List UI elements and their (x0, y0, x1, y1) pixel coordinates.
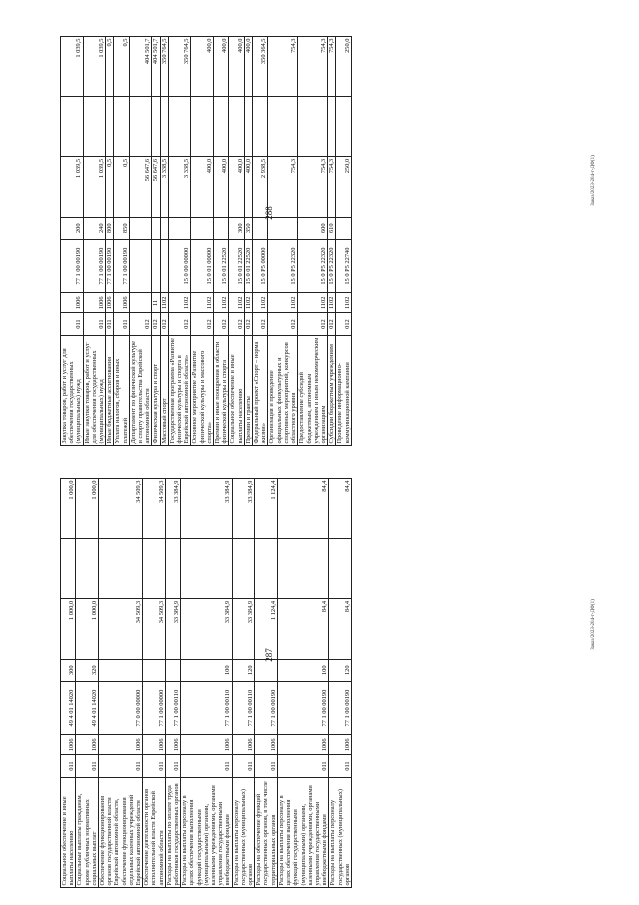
table-row (143, 479, 166, 888)
row-name-cell: Физическая культура и спорт (152, 335, 160, 445)
section-code-cell: 1102 (328, 293, 336, 313)
amount-cell: 34 509,3 (99, 479, 143, 539)
section-code-cell: 1006 (99, 735, 143, 755)
target-article-cell: 77 1 00 00190 (106, 239, 114, 292)
row-name-cell: Расходы на выплаты персоналу государственных (муниципальных) органов (232, 777, 255, 887)
section-code-cell: 1006 (61, 293, 84, 313)
amount-cell (298, 97, 328, 157)
row-name-cell: Организация и проведение официальных физкультурных и спортивных мероприятий, конкурсов областного уровня (268, 335, 298, 445)
amount-cell: 33 384,9 (181, 599, 232, 659)
target-article-cell (129, 239, 152, 292)
section-code-cell: 1102 (229, 293, 244, 313)
table-row (253, 37, 268, 446)
row-name-cell: Обеспечение функционирования органов государственной власти Еврейской автономной области, обеспечение функционирования отдельных казенных учреждений Еврейской автономной области (99, 777, 143, 887)
ministry-code-cell: 011 (83, 313, 106, 335)
amount-cell: 1 039,5 (61, 37, 84, 97)
amount-cell: 1 000,0 (76, 479, 99, 539)
target-article-cell: 15 0 P5 22320 (268, 239, 298, 292)
target-article-cell (152, 239, 160, 292)
table-row (168, 37, 191, 446)
amount-cell (268, 97, 298, 157)
amount-cell (106, 97, 114, 157)
table-row (61, 37, 84, 446)
row-name-cell: Премии и иные поощрения в области физической культуры и спорта (214, 335, 229, 445)
table-row (277, 479, 328, 888)
expense-type-cell: 200 (61, 217, 84, 239)
amount-cell: 34 509,3 (143, 479, 166, 539)
row-name-cell: Расходы на выплаты персоналу государственных (муниципальных) органов (329, 777, 352, 887)
table-row (61, 479, 76, 888)
section-code-cell: 1102 (168, 293, 191, 313)
target-article-cell: 77 0 00 00000 (99, 681, 143, 734)
section-code-cell: 11 (152, 293, 160, 313)
expense-type-cell: 600 (298, 217, 328, 239)
ministry-code-cell: 012 (328, 313, 336, 335)
amount-cell: 1 039,5 (83, 157, 106, 217)
amount-cell: 250,0 (336, 157, 351, 217)
amount-cell (277, 539, 328, 599)
amount-cell (99, 539, 143, 599)
left-page-table (60, 478, 352, 888)
expense-type-cell: 240 (83, 217, 106, 239)
amount-cell: 350 764,5 (160, 37, 168, 97)
table-row (232, 479, 255, 888)
ministry-code-cell: 012 (191, 313, 214, 335)
amount-cell (232, 539, 255, 599)
amount-cell (152, 97, 160, 157)
target-article-cell (160, 239, 168, 292)
amount-cell: 400,0 (244, 157, 252, 217)
section-code-cell: 1006 (61, 735, 76, 755)
ministry-code-cell: 012 (336, 313, 351, 335)
ministry-code-cell: 012 (129, 313, 152, 335)
left-page-table-wrap (60, 478, 352, 888)
expense-type-cell (99, 659, 143, 681)
amount-cell (253, 97, 268, 157)
table-row (165, 479, 180, 888)
amount-cell: 84,4 (277, 599, 328, 659)
amount-cell: 1 000,0 (61, 479, 76, 539)
expense-type-cell: 610 (328, 217, 336, 239)
amount-cell (76, 539, 99, 599)
amount-cell: 33 384,9 (181, 479, 232, 539)
amount-cell: 400,0 (229, 37, 244, 97)
expense-type-cell: 100 (277, 659, 328, 681)
expense-type-cell: 800 (106, 217, 114, 239)
amount-cell: 84,4 (277, 479, 328, 539)
ministry-code-cell: 011 (61, 755, 76, 777)
amount-cell: 56 647,6 (152, 157, 160, 217)
right-page-table-wrap (60, 36, 352, 446)
left-page-footer: Заказ/2023-204-т-ДФ(1) (590, 599, 596, 650)
expense-type-cell (165, 659, 180, 681)
amount-cell: 754,3 (328, 37, 336, 97)
section-code-cell: 1102 (268, 293, 298, 313)
amount-cell (168, 97, 191, 157)
ministry-code-cell: 012 (214, 313, 229, 335)
row-name-cell: Расходы на выплаты персоналу в целях обеспечения выполнения функций государственными (муниципальными) органами, казенными учреждениями, органами управления государственными внебюджетными фондами (277, 777, 328, 887)
row-name-cell: Иные закупки товаров, работ и услуг для обеспечения государственных (муниципальных) нужд (83, 335, 106, 445)
amount-cell (255, 539, 278, 599)
section-code-cell: 1102 (336, 293, 351, 313)
target-article-cell: 15 0 01 22520 (229, 239, 244, 292)
amount-cell (165, 539, 180, 599)
target-article-cell: 15 0 P5 00000 (253, 239, 268, 292)
amount-cell (336, 97, 351, 157)
amount-cell: 84,4 (329, 479, 352, 539)
target-article-cell: 49 4 01 14020 (61, 681, 76, 734)
amount-cell: 754,3 (268, 37, 298, 97)
expense-type-cell: 350 (244, 217, 252, 239)
amount-cell (191, 97, 214, 157)
expense-type-cell (143, 659, 166, 681)
amount-cell (244, 97, 252, 157)
section-code-cell: 1006 (114, 293, 129, 313)
amount-cell: 0,5 (106, 37, 114, 97)
row-name-cell: Расходы на выплаты по оплате труда работников государственных органов (165, 777, 180, 887)
left-page-number: 287 (263, 648, 274, 662)
row-name-cell: Иные бюджетные ассигнования (106, 335, 114, 445)
expense-type-cell: 320 (76, 659, 99, 681)
amount-cell: 404 501,7 (129, 37, 152, 97)
amount-cell: 84,4 (329, 599, 352, 659)
row-name-cell: Премии и гранты (244, 335, 252, 445)
target-article-cell: 77 1 00 00190 (61, 239, 84, 292)
amount-cell: 400,0 (244, 37, 252, 97)
section-code-cell: 1006 (106, 293, 114, 313)
ministry-code-cell: 012 (229, 313, 244, 335)
target-article-cell: 15 0 01 22520 (214, 239, 229, 292)
section-code-cell: 1006 (255, 735, 278, 755)
amount-cell: 400,0 (214, 157, 229, 217)
ministry-code-cell: 012 (253, 313, 268, 335)
target-article-cell: 77 1 00 00000 (143, 681, 166, 734)
amount-cell: 404 501,7 (152, 37, 160, 97)
ministry-code-cell: 012 (244, 313, 252, 335)
target-article-cell: 77 1 00 00190 (83, 239, 106, 292)
target-article-cell: 77 1 00 00110 (181, 681, 232, 734)
amount-cell (181, 539, 232, 599)
ministry-code-cell: 012 (160, 313, 168, 335)
expense-type-cell (152, 217, 160, 239)
amount-cell: 400,0 (191, 37, 214, 97)
expense-type-cell (336, 217, 351, 239)
table-row (298, 37, 328, 446)
amount-cell: 33 384,9 (232, 479, 255, 539)
table-row (129, 37, 152, 446)
amount-cell: 33 384,9 (165, 479, 180, 539)
expense-type-cell (129, 217, 152, 239)
section-code-cell: 1006 (83, 293, 106, 313)
target-article-cell: 77 1 00 00190 (277, 681, 328, 734)
amount-cell (160, 97, 168, 157)
ministry-code-cell: 011 (99, 755, 143, 777)
table-row (106, 37, 114, 446)
right-page-footer: Заказ/2023-204-т-ДФ(1) (590, 155, 596, 206)
expense-type-cell (160, 217, 168, 239)
row-name-cell: Департамент по физической культуре и спорту правительства Еврейской автономной области (129, 335, 152, 445)
row-name-cell: Социальные выплаты гражданам, кроме публичных нормативных социальных выплат (76, 777, 99, 887)
amount-cell: 0,5 (106, 157, 114, 217)
table-row (76, 479, 99, 888)
row-name-cell: Проведение информационно-коммуникационной кампании (336, 335, 351, 445)
section-code-cell: 1006 (165, 735, 180, 755)
ministry-code-cell: 011 (181, 755, 232, 777)
ministry-code-cell: 011 (76, 755, 99, 777)
section-code-cell: 1006 (76, 735, 99, 755)
ministry-code-cell: 011 (143, 755, 166, 777)
row-name-cell: Субсидии бюджетным учреждениям (328, 335, 336, 445)
row-name-cell: Социальное обеспечение и иные выплаты населению (61, 777, 76, 887)
amount-cell: 33 384,9 (232, 599, 255, 659)
ministry-code-cell: 012 (168, 313, 191, 335)
expense-type-cell (191, 217, 214, 239)
table-row (268, 37, 298, 446)
row-name-cell: Массовый спорт (160, 335, 168, 445)
expense-type-cell: 850 (114, 217, 129, 239)
table-row (83, 37, 106, 446)
ministry-code-cell: 011 (277, 755, 328, 777)
table-row (255, 479, 278, 888)
ministry-code-cell: 011 (329, 755, 352, 777)
ministry-code-cell: 011 (61, 313, 84, 335)
expense-type-cell: 300 (229, 217, 244, 239)
expense-type-cell (268, 217, 298, 239)
amount-cell (83, 97, 106, 157)
amount-cell (229, 97, 244, 157)
row-name-cell: Государственная программа «Развитие физической культуры и спорта в Еврейской автономной области» (168, 335, 191, 445)
amount-cell: 754,3 (328, 157, 336, 217)
section-code-cell: 1102 (214, 293, 229, 313)
section-code-cell: 1102 (253, 293, 268, 313)
ministry-code-cell: 011 (255, 755, 278, 777)
amount-cell (328, 97, 336, 157)
amount-cell: 754,3 (298, 37, 328, 97)
amount-cell: 1 039,5 (83, 37, 106, 97)
right-page-table (60, 36, 352, 446)
section-code-cell: 1102 (298, 293, 328, 313)
expense-type-cell (168, 217, 191, 239)
ministry-code-cell: 011 (232, 755, 255, 777)
amount-cell (214, 97, 229, 157)
table-row (244, 37, 252, 446)
target-article-cell: 77 1 00 00190 (255, 681, 278, 734)
table-row (329, 479, 352, 888)
row-name-cell: Уплата налогов, сборов и иных платежей (114, 335, 129, 445)
table-row (229, 37, 244, 446)
amount-cell: 56 647,6 (129, 157, 152, 217)
section-code-cell: 1102 (244, 293, 252, 313)
row-name-cell: Обеспечение деятельности органов исполнительной власти Еврейской автономной области (143, 777, 166, 887)
ministry-code-cell: 011 (114, 313, 129, 335)
row-name-cell: Закупка товаров, работ и услуг для обеспечения государственных (муниципальных) нужд (61, 335, 84, 445)
table-row (99, 479, 143, 888)
expense-type-cell: 300 (61, 659, 76, 681)
expense-type-cell (253, 217, 268, 239)
target-article-cell: 49 4 01 14020 (76, 681, 99, 734)
right-page-number: 288 (263, 206, 274, 220)
expense-type-cell (214, 217, 229, 239)
expense-type-cell (255, 659, 278, 681)
amount-cell (129, 97, 152, 157)
ministry-code-cell: 011 (165, 755, 180, 777)
amount-cell (329, 539, 352, 599)
target-article-cell: 15 0 00 00000 (168, 239, 191, 292)
amount-cell: 1 000,0 (61, 599, 76, 659)
table-row (336, 37, 351, 446)
amount-cell: 400,0 (214, 37, 229, 97)
table-row (114, 37, 129, 446)
amount-cell: 2 938,5 (253, 157, 268, 217)
amount-cell: 33 384,9 (165, 599, 180, 659)
expense-type-cell: 100 (181, 659, 232, 681)
target-article-cell: 15 0 01 22520 (244, 239, 252, 292)
section-code-cell: 1102 (160, 293, 168, 313)
amount-cell (143, 539, 166, 599)
row-name-cell: Социальное обеспечение и иные выплаты населению (229, 335, 244, 445)
section-code-cell: 1006 (232, 735, 255, 755)
amount-cell: 350 364,5 (253, 37, 268, 97)
amount-cell: 3 338,5 (168, 157, 191, 217)
table-row (328, 37, 336, 446)
amount-cell: 250,0 (336, 37, 351, 97)
amount-cell: 754,3 (268, 157, 298, 217)
row-name-cell: Расходы на выплаты персоналу в целях обеспечения выполнения функций государственными (муниципальными) органами, казенными учреждениями, органами управления государственными внебюджетными фондами (181, 777, 232, 887)
target-article-cell: 77 1 00 00190 (329, 681, 352, 734)
section-code-cell: 1006 (143, 735, 166, 755)
amount-cell: 0,5 (114, 157, 129, 217)
ministry-code-cell: 011 (106, 313, 114, 335)
expense-type-cell: 120 (232, 659, 255, 681)
section-code-cell: 1102 (191, 293, 214, 313)
amount-cell: 0,5 (114, 37, 129, 97)
expense-type-cell: 120 (329, 659, 352, 681)
target-article-cell: 15 0 P5 22740 (336, 239, 351, 292)
ministry-code-cell: 012 (268, 313, 298, 335)
section-code-cell: 1006 (181, 735, 232, 755)
amount-cell: 1 124,4 (255, 479, 278, 539)
amount-cell: 34 509,3 (143, 599, 166, 659)
section-code-cell: 1006 (277, 735, 328, 755)
table-row (191, 37, 214, 446)
table-row (152, 37, 160, 446)
amount-cell: 754,3 (298, 157, 328, 217)
target-article-cell: 15 0 P5 22320 (328, 239, 336, 292)
row-name-cell: Основное мероприятие «Развитие физической культуры и массового спорта» (191, 335, 214, 445)
amount-cell: 34 509,3 (99, 599, 143, 659)
target-article-cell: 77 1 00 00190 (114, 239, 129, 292)
ministry-code-cell: 012 (152, 313, 160, 335)
amount-cell (61, 539, 76, 599)
section-code-cell: 1006 (329, 735, 352, 755)
row-name-cell: Федеральный проект «Спорт – норма жизни» (253, 335, 268, 445)
target-article-cell: 15 0 01 00000 (191, 239, 214, 292)
amount-cell: 3 338,5 (160, 157, 168, 217)
amount-cell (114, 97, 129, 157)
table-row (214, 37, 229, 446)
target-article-cell: 15 0 P5 22320 (298, 239, 328, 292)
table-row (160, 37, 168, 446)
ministry-code-cell: 012 (298, 313, 328, 335)
table-row (181, 479, 232, 888)
row-name-cell: Предоставление субсидий бюджетным, автономным учреждениям и иным некоммерческим организациям (298, 335, 328, 445)
target-article-cell: 77 1 00 00110 (232, 681, 255, 734)
amount-cell: 350 764,5 (168, 37, 191, 97)
amount-cell: 400,0 (191, 157, 214, 217)
target-article-cell: 77 1 00 00110 (165, 681, 180, 734)
amount-cell: 1 124,4 (255, 599, 278, 659)
row-name-cell: Расходы на обеспечение функций государственных органов, в том числе территориальных органов (255, 777, 278, 887)
amount-cell: 400,0 (229, 157, 244, 217)
section-code-cell (129, 293, 152, 313)
amount-cell (61, 97, 84, 157)
amount-cell: 1 039,5 (61, 157, 84, 217)
amount-cell: 1 000,0 (76, 599, 99, 659)
